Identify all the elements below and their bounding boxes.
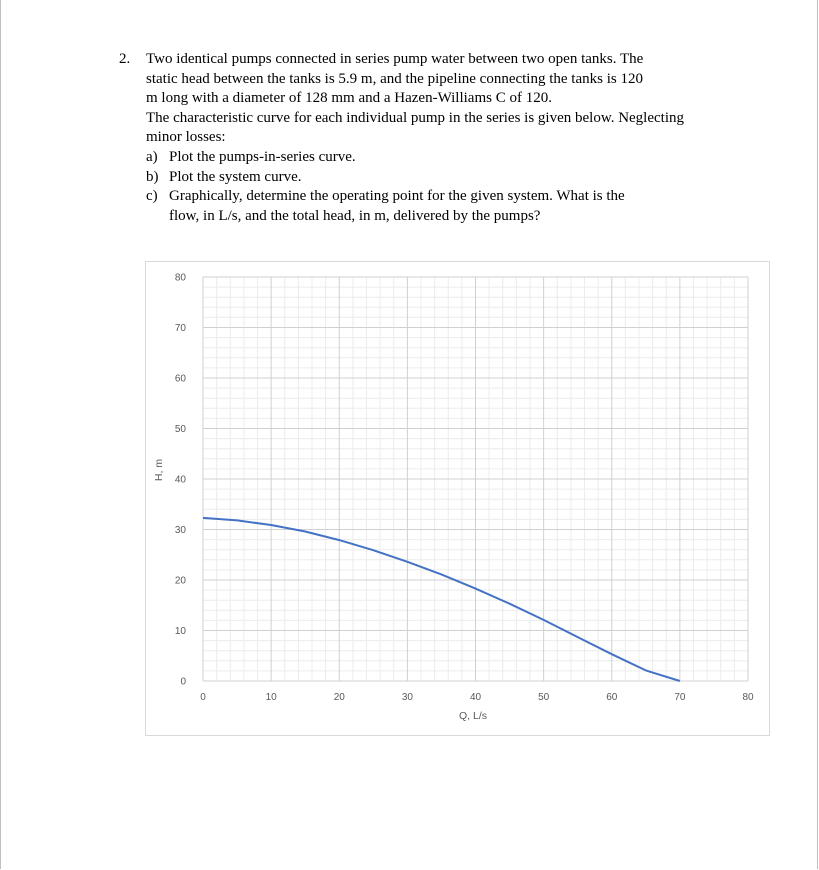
y-tick-label: 30 — [174, 525, 186, 536]
pump-curve-line — [203, 518, 680, 681]
x-tick-label: 30 — [401, 692, 413, 703]
sub-question-b — [146, 168, 739, 188]
x-tick-label: 60 — [606, 692, 618, 703]
question-line: The characteristic curve for each individual pump in the series is given below. Neglecting — [146, 109, 685, 126]
question-line: minor losses: — [146, 129, 226, 146]
y-tick-label: 10 — [174, 626, 186, 637]
question-line: static head between the tanks is 5.9 m, and the pipeline connecting the tanks is 120 — [146, 70, 643, 87]
y-tick-label: 70 — [174, 323, 186, 334]
y-tick-label: 80 — [174, 272, 186, 284]
x-tick-label: 70 — [674, 692, 686, 703]
y-tick-label: 40 — [174, 474, 186, 486]
sub-question-label: b) — [146, 168, 159, 185]
sub-question-c — [146, 187, 739, 226]
y-tick-label: 50 — [174, 424, 186, 435]
x-tick-label: 10 — [265, 692, 277, 703]
question-body — [146, 50, 739, 226]
sub-question-text: Graphically, determine the operating point for the given system. What is the — [169, 188, 625, 205]
x-tick-label: 40 — [469, 692, 482, 703]
question-line: Two identical pumps connected in series pump water between two open tanks. The — [146, 51, 644, 67]
y-tick-label: 60 — [174, 373, 186, 385]
x-tick-label: 80 — [742, 692, 754, 703]
sub-question-text: flow, in L/s, and the total head, in m, delivered by the pumps? — [169, 207, 541, 224]
x-tick-label: 20 — [333, 692, 345, 703]
sub-question-text: Plot the pumps-in-series curve. — [169, 148, 356, 165]
chart-frame — [145, 261, 770, 736]
question-block — [119, 50, 739, 226]
x-tick-label: 50 — [538, 692, 550, 703]
question-number: 2. — [119, 51, 131, 67]
sub-question-text: Plot the system curve. — [169, 168, 302, 185]
pump-curve-chart — [146, 262, 769, 735]
sub-question-label: c) — [146, 188, 158, 205]
x-tick-label: 0 — [200, 692, 206, 703]
y-tick-label: 0 — [180, 676, 186, 688]
y-axis-label: H, m — [153, 458, 165, 482]
question-line: m long with a diameter of 128 mm and a Hazen-Williams C of 120. — [146, 90, 552, 107]
x-axis-label: Q, L/s — [458, 710, 488, 722]
sub-question-label: a) — [146, 148, 158, 165]
y-tick-label: 20 — [174, 575, 186, 587]
sub-question-a — [146, 148, 739, 168]
